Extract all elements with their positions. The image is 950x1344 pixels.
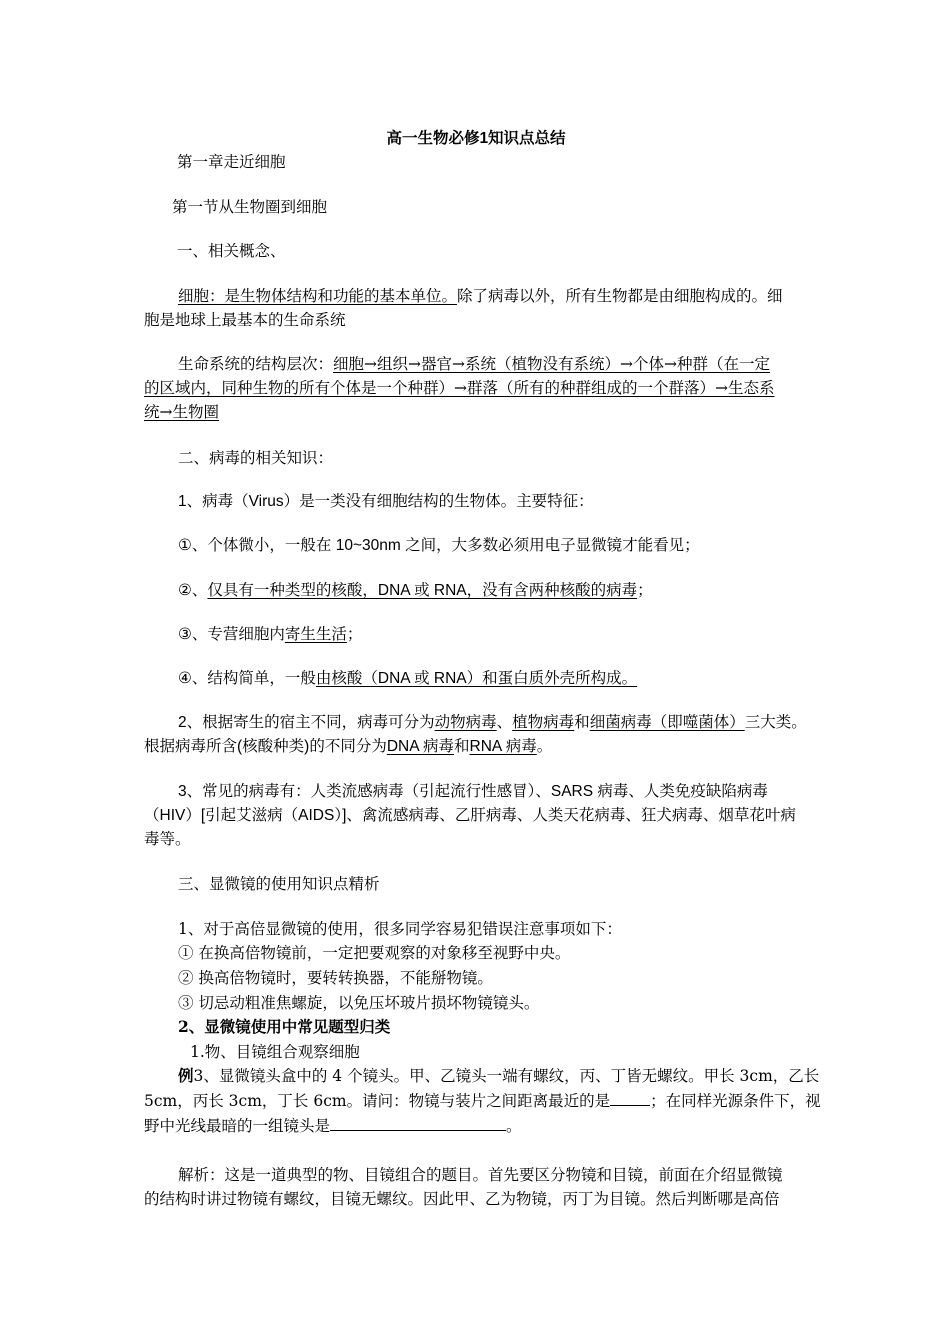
heading-concepts: 一、相关概念、 (177, 242, 286, 260)
classification-text: 2、根据寄生的宿主不同，病毒可分为 (178, 714, 435, 731)
cell-definition-line2: 胞是地球上最基本的生命系统 (144, 311, 346, 329)
common-viruses-line1: 3、常见的病毒有：人类流感病毒（引起流行性感冒）、SARS 病毒、人类免疫缺陷病毒 (178, 783, 768, 800)
answer-blank-1[interactable] (610, 1091, 650, 1106)
answer-blank-2[interactable] (330, 1116, 506, 1131)
example-text-1: 3、显微镜头盒中的 4 个镜头。甲、乙镜头一端有螺纹，丙、丁皆无螺纹。甲长 3cm，乙长 (193, 1067, 820, 1085)
section-heading: 第一节从生物圈到细胞 (172, 198, 328, 216)
feature-2-underlined: 仅具有一种类型的核酸，DNA 或 RNA，没有含两种核酸的病毒 (207, 582, 638, 599)
cell-definition-underlined: 细胞：是生物体结构和功能的基本单位。 (178, 287, 458, 305)
levels-line1 (178, 352, 842, 376)
virus-classification-line2 (144, 735, 808, 759)
microscope-note-3: ③ 切忌动粗准焦螺旋，以免压坏玻片损坏物镜镜头。 (178, 994, 540, 1012)
feature-3-underlined: 寄生生活 (284, 626, 347, 643)
animal-virus: 动物病毒 (434, 714, 497, 731)
separator: 和 (574, 714, 590, 731)
cell-definition-line1 (178, 284, 842, 308)
example-line3 (144, 1114, 808, 1138)
example-line2 (144, 1089, 821, 1113)
heading-microscope: 三、显微镜的使用知识点精析 (178, 875, 380, 893)
plant-virus: 植物病毒 (512, 714, 575, 731)
common-viruses-line2: （HIV）[引起艾滋病（AIDS）]、禽流感病毒、乙肝病毒、人类天花病毒、狂犬病毒、烟草花叶病 (144, 807, 796, 824)
analysis-line1: 解析：这是一道典型的物、目镜组合的题目。首先要区分物镜和目镜，前面在介绍显微镜 (178, 1166, 783, 1184)
virus-feature-3 (178, 623, 842, 647)
levels-underlined-1: 细胞→组织→器官→系统（植物没有系统）→个体→种群（在一定 (333, 355, 770, 373)
virus-feature-1: ①、个体微小，一般在 10~30nm 之间，大多数必须用电子显微镜才能看见； (178, 537, 700, 554)
rna-virus: RNA 病毒 (469, 738, 537, 755)
example-end: 。 (506, 1117, 522, 1135)
feature-2-end: ； (637, 582, 653, 599)
separator: 、 (496, 714, 513, 731)
dna-virus: DNA 病毒 (386, 738, 455, 755)
common-viruses-line3: 毒等。 (144, 831, 191, 848)
nucleic-acid-text: 根据病毒所含(核酸种类)的不同分为 (144, 738, 387, 755)
heading-virus: 二、病毒的相关知识： (178, 449, 334, 467)
separator: 和 (454, 738, 470, 755)
microscope-note-intro: 1、对于高倍显微镜的使用，很多同学容易犯错误注意事项如下： (178, 920, 622, 938)
example-text-3: ；在同样光源条件下，视 (650, 1092, 821, 1110)
feature-2-marker: ②、 (178, 582, 208, 599)
levels-line2: 的区域内，同种生物的所有个体是一个种群）→群落（所有的种群组成的一个群落）→生态系 (144, 379, 775, 397)
bacterial-virus: 细菌病毒（即噬菌体） (589, 714, 745, 731)
virus-feature-4 (178, 667, 842, 691)
example-text-4: 野中光线最暗的一组镜头是 (144, 1117, 331, 1135)
levels-line3: 统→生物圈 (144, 403, 219, 421)
feature-3-end: ； (346, 626, 363, 643)
virus-intro: 1、病毒（Virus）是一类没有细胞结构的生物体。主要特征： (178, 493, 594, 510)
microscope-note-2: ② 换高倍物镜时，要转转换器，不能掰物镜。 (178, 969, 493, 987)
classification-end: 三大类。 (744, 714, 807, 731)
feature-4-underlined: 由核酸（DNA 或 RNA）和蛋白质外壳所构成。 (315, 670, 638, 687)
example-line1 (178, 1064, 842, 1088)
feature-3-text: ③、专营细胞内 (178, 626, 285, 643)
analysis-line2: 的结构时讲过物镜有螺纹，目镜无螺纹。因此甲、乙为物镜，丙丁为目镜。然后判断哪是高倍 (144, 1190, 780, 1208)
virus-feature-2 (178, 579, 842, 603)
period: 。 (536, 738, 553, 755)
example-label: 例 (178, 1066, 194, 1085)
feature-4-text: ④、结构简单，一般 (178, 670, 316, 687)
chapter-heading: 第一章走近细胞 (177, 153, 286, 171)
question-type-1: 1.物、目镜组合观察细胞 (190, 1043, 360, 1061)
cell-definition-rest: 除了病毒以外，所有生物都是由细胞构成的。细 (457, 287, 783, 305)
doc-title: 高一生物必修1知识点总结 (386, 130, 566, 147)
microscope-note-1: ① 在换高倍物镜前，一定把要观察的对象移至视野中央。 (178, 944, 571, 962)
levels-prefix: 生命系统的结构层次： (178, 355, 334, 373)
virus-classification-line1 (178, 711, 842, 735)
example-text-2: 5cm，丙长 3cm，丁长 6cm。请问：物镜与装片之间距离最近的是 (144, 1092, 611, 1110)
question-types-heading: 2、显微镜使用中常见题型归类 (178, 1017, 391, 1036)
